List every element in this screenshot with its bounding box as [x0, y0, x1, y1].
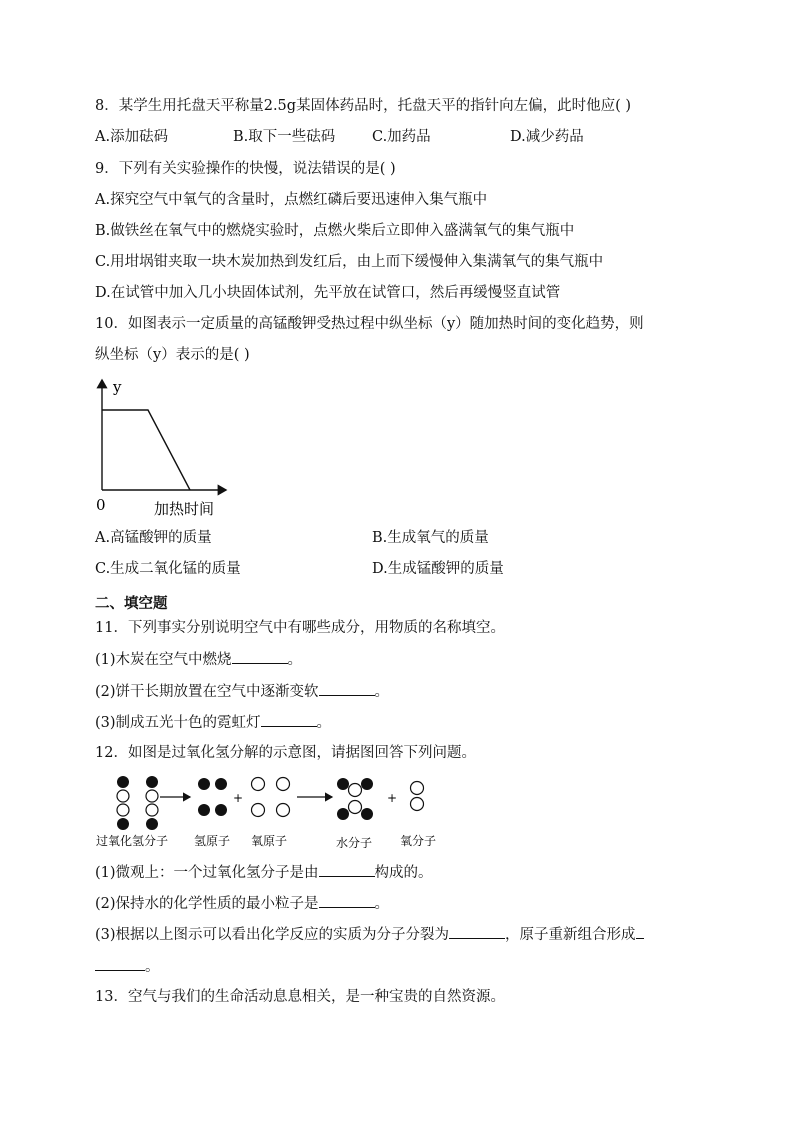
label-h-atom: 氢原子	[194, 834, 231, 848]
q8-option-c: C.加药品	[372, 129, 431, 145]
q12-blank-1[interactable]	[319, 862, 375, 877]
q12-blank-4[interactable]	[95, 956, 145, 971]
q12-diagram	[90, 770, 470, 852]
q10-option-a: A.高锰酸钾的质量	[95, 530, 212, 546]
oxygen-molecule	[411, 782, 424, 811]
q9-stem: 9．下列有关实验操作的快慢，说法错误的是( )	[95, 161, 396, 177]
q11-item-2: (2)饼干长期放置在空气中逐渐变软 。	[95, 681, 389, 702]
q11-item-3: (3)制成五光十色的霓虹灯 。	[95, 712, 331, 733]
q12-item-3-cont: 。	[95, 956, 160, 977]
oxygen-atoms	[252, 778, 290, 817]
q12-item-2: (2)保持水的化学性质的最小粒子是 。	[95, 893, 389, 914]
q8-stem: 8．某学生用托盘天平称量2.5g某固体药品时，托盘天平的指针向左偏，此时他应( )	[95, 98, 631, 114]
h2o2-molecule-1	[117, 776, 129, 830]
q11-item-1: (1)木炭在空气中燃烧 。	[95, 649, 302, 670]
plus-2: +	[387, 791, 398, 805]
water-molecule-1	[337, 778, 373, 797]
q10-option-b: B.生成氧气的质量	[372, 530, 489, 546]
q13-stem: 13．空气与我们的生命活动息息相关，是一种宝贵的自然资源。	[95, 989, 505, 1005]
label-water: 水分子	[336, 836, 373, 850]
q10-option-c: C.生成二氧化锰的质量	[95, 561, 241, 577]
q10-curve	[102, 410, 190, 490]
q12-stem: 12．如图是过氧化氢分解的示意图，请据图回答下列问题。	[95, 745, 476, 761]
label-h2o2: 过氧化氢分子	[96, 834, 169, 848]
q9-option-b: B.做铁丝在氧气中的燃烧实验时，点燃火柴后立即伸入盛满氧气的集气瓶中	[95, 223, 575, 239]
q10-option-d: D.生成锰酸钾的质量	[372, 561, 504, 577]
q11-stem: 11．下列事实分别说明空气中有哪些成分，用物质的名称填空。	[95, 620, 505, 636]
q10-stem-line1: 10．如图表示一定质量的高锰酸钾受热过程中纵坐标（y）随加热时间的变化趋势，则	[95, 316, 644, 332]
label-o2: 氧分子	[400, 834, 437, 848]
plus-1: +	[233, 791, 244, 805]
q8-option-b: B.取下一些砝码	[233, 129, 336, 145]
label-o-atom: 氧原子	[251, 834, 288, 848]
hydrogen-atoms	[198, 778, 227, 816]
q10-origin-label: 0	[96, 496, 106, 514]
q11-blank-3[interactable]	[261, 712, 317, 727]
q10-graph	[88, 372, 248, 522]
water-molecule-2	[337, 801, 373, 821]
h2o2-molecule-2	[146, 776, 158, 830]
q10-stem-line2: 纵坐标（y）表示的是( )	[95, 347, 250, 363]
q8-option-a: A.添加砝码	[95, 129, 169, 145]
q10-y-label: y	[113, 378, 122, 396]
q9-option-d: D.在试管中加入几小块固体试剂，先平放在试管口，然后再缓慢竖直试管	[95, 285, 561, 301]
q10-x-label: 加热时间	[154, 500, 215, 518]
q12-item-1: (1)微观上：一个过氧化氢分子是由 构成的。	[95, 862, 433, 883]
q11-blank-2[interactable]	[319, 681, 375, 696]
q11-blank-1[interactable]	[232, 649, 288, 664]
q9-option-a: A.探究空气中氧气的含量时，点燃红磷后要迅速伸入集气瓶中	[95, 192, 488, 208]
q9-option-c: C.用坩埚钳夹取一块木炭加热到发红后，由上而下缓慢伸入集满氧气的集气瓶中	[95, 254, 604, 270]
q8-option-d: D.减少药品	[510, 129, 584, 145]
q12-blank-3[interactable]	[449, 924, 505, 939]
section-fill-in-title: 二、填空题	[95, 596, 168, 612]
q12-blank-2[interactable]	[319, 893, 375, 908]
q12-item-3: (3)根据以上图示可以看出化学反应的实质为分子分裂为 ，原子重新组合形成	[95, 924, 644, 945]
